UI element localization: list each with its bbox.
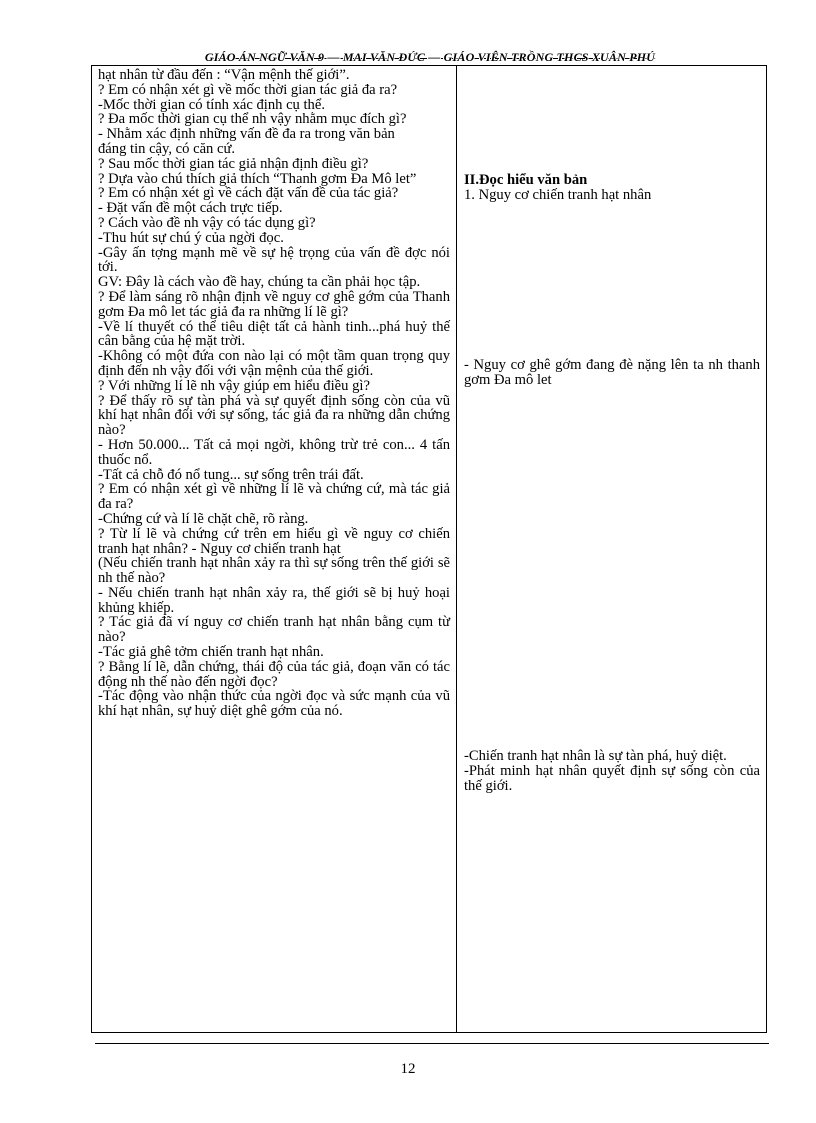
left-line: ? Với những lí lẽ nh vậy giúp em hiểu điều gì?	[98, 377, 370, 394]
left-line: - Hơn 50.000... Tất cả mọi ngời, không trừ trẻ con... 4 tấn thuốc nổ.	[98, 436, 450, 468]
left-line: -Tất cả chỗ đó nổ tung... sự sống trên trái đất.	[98, 466, 364, 483]
section-heading: II.Đọc hiểu văn bản	[464, 172, 588, 188]
page-number: 12	[400, 1061, 416, 1077]
note-block-2	[464, 749, 760, 793]
left-line: ? Em có nhận xét gì về cách đặt vấn đề của tác giả?	[98, 185, 399, 202]
left-line: ? Tác giả đã ví nguy cơ chiến tranh hạt nhân bằng cụm từ nào?	[98, 614, 450, 646]
note-text: -Chiến tranh hạt nhân là sự tàn phá, huỷ diệt.	[464, 748, 727, 764]
teacher-student-activities-column	[92, 66, 457, 1032]
left-line: -Chứng cứ và lí lẽ chặt chẽ, rõ ràng.	[98, 510, 309, 527]
left-line: ? Em có nhận xét gì về những lí lẽ và chứng cứ, mà tác giả đa ra?	[98, 481, 450, 513]
left-line: -Tác giả ghê tởm chiến tranh hạt nhân.	[98, 644, 324, 661]
note-block-1	[464, 358, 760, 388]
left-line: hạt nhân từ đầu đến : “Vận mệnh thế giới”.	[98, 67, 350, 83]
left-line: -Thu hút sự chú ý của ngời đọc.	[98, 229, 284, 246]
left-line: GV: Đây là cách vào đề hay, chúng ta cần phải học tập.	[98, 274, 421, 291]
page-header: GIÁO ÁN NGỮ VĂN 9 — MAI VĂN ĐỨC — GIÁO VIÊN TRỒNG THCS XUÂN PHÚ	[204, 50, 656, 64]
left-line: -Về lí thuyết có thể tiêu diệt tất cả hành tinh...phá huỷ thế cân bằng của hệ mặt trời.	[98, 318, 450, 350]
left-line: ? Bằng lí lẽ, dẫn chứng, thái độ của tác giả, đoạn văn có tác động nh thế nào đến ngời đọc?	[98, 658, 450, 690]
left-line: ? Để thấy rõ sự tàn phá và sự quyết định sống còn của vũ khí hạt nhân đối với sự sống, tác giả đa ra những dẫn chứng nào?	[98, 392, 450, 439]
section-ii-block	[464, 173, 760, 203]
content-notes-column	[457, 66, 766, 1032]
left-line: - Nhằm xác định những vấn đề đa ra trong văn bản	[98, 126, 395, 143]
note-text: -Phát minh hạt nhân quyết định sự sống còn của thế giới.	[464, 762, 760, 794]
left-line: -Tác động vào nhận thức của ngời đọc và sức mạnh của vũ khí hạt nhân, sự huỷ diệt ghê gớm của nó.	[98, 688, 450, 720]
left-line: ? Đa mốc thời gian cụ thể nh vậy nhằm mục đích gì?	[98, 111, 407, 128]
left-line: ? Dựa vào chú thích giả thích “Thanh gơm Đa Mô let”	[98, 170, 417, 187]
left-line: - Nếu chiến tranh hạt nhân xảy ra, thế giới sẽ bị huỷ hoại khủng khiếp.	[98, 584, 450, 616]
footer-rule	[95, 1043, 769, 1044]
left-line: đáng tin cậy, có căn cứ.	[98, 140, 236, 157]
left-line: -Gây ấn tợng mạnh mẽ về sự hệ trọng của vấn đề đợc nói tới.	[98, 244, 450, 276]
left-line: ? Sau mốc thời gian tác giả nhận định điều gì?	[98, 155, 369, 172]
lesson-table	[91, 65, 767, 1033]
left-line: ? Từ lí lẽ và chứng cứ trên em hiểu gì về nguy cơ chiến tranh hạt nhân? - Nguy cơ chiến tranh hạt	[98, 525, 450, 557]
left-line: -Không có một đứa con nào lại có một tầm quan trọng quy định đến nh vậy đối với vận mệnh của thế giới.	[98, 348, 450, 379]
left-line: (Nếu chiến tranh hạt nhân xảy ra thì sự sống trên thế giới sẽ nh thế nào?	[98, 555, 450, 587]
left-line: -Mốc thời gian có tính xác định cụ thể.	[98, 96, 325, 113]
note-text: - Nguy cơ ghê gớm đang đè nặng lên ta nh thanh gơm Đa mô let	[464, 357, 760, 388]
left-line: - Đặt vấn đề một cách trực tiếp.	[98, 200, 283, 217]
left-line: ? Em có nhận xét gì về mốc thời gian tác giả đa ra?	[98, 81, 398, 98]
subsection-title: 1. Nguy cơ chiến tranh hạt nhân	[464, 186, 652, 203]
left-line: ? Cách vào đề nh vậy có tác dụng gì?	[98, 214, 316, 231]
left-line: ? Để làm sáng rõ nhận định về nguy cơ ghê gớm của Thanh gơm Đa mô let tác giả đa ra những lí lẽ gì?	[98, 288, 450, 320]
